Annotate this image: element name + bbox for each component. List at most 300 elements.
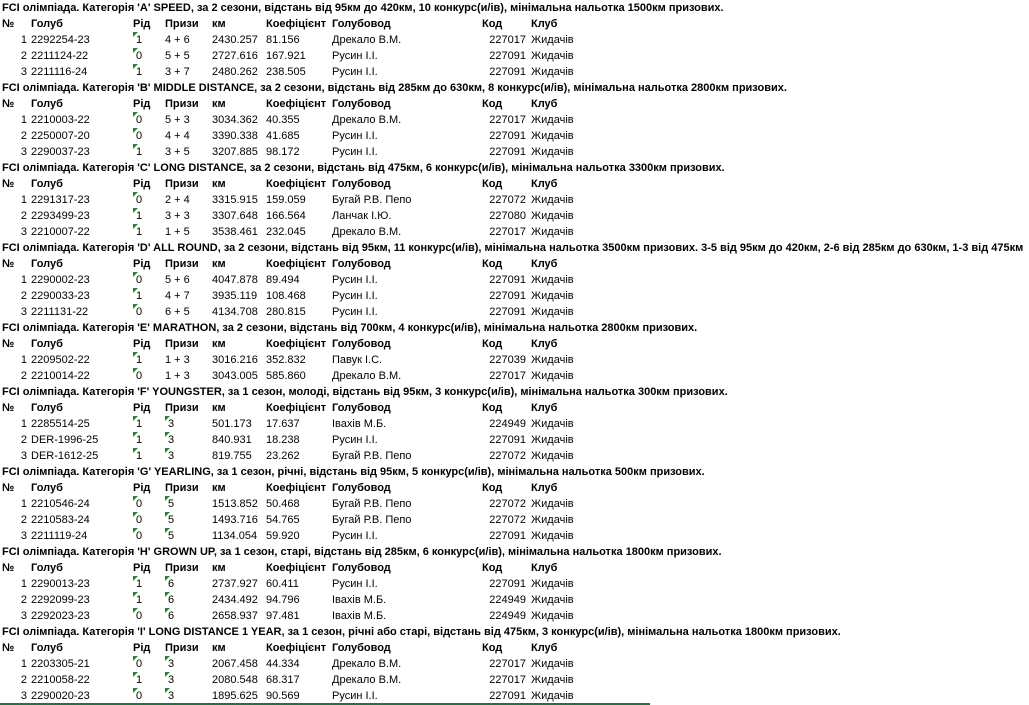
cell-handler[interactable]: Дрекало В.М. <box>332 34 402 46</box>
header-cell-rid[interactable]: Рід <box>133 402 151 414</box>
table-header-row[interactable] <box>0 400 1029 416</box>
cell-handler[interactable]: Бугай Р.В. Пепо <box>332 498 412 510</box>
header-cell-coef[interactable]: Коефіцієнт <box>266 402 327 414</box>
cell-coef[interactable]: 68.317 <box>266 674 300 686</box>
cell-rid[interactable] <box>133 368 161 384</box>
cell-coef[interactable]: 352.832 <box>266 354 306 366</box>
cell-code[interactable]: 227017 <box>489 370 526 382</box>
cell-num[interactable]: 3 <box>20 226 27 238</box>
table-header-row[interactable] <box>0 480 1029 496</box>
cell-prizes[interactable] <box>165 608 209 624</box>
cell-coef[interactable]: 159.059 <box>266 194 306 206</box>
cell-rid[interactable] <box>133 528 161 544</box>
cell-club[interactable]: Жидачів <box>531 658 574 670</box>
cell-pigeon[interactable]: 2285514-25 <box>31 418 90 430</box>
header-cell-km[interactable]: км <box>212 402 226 414</box>
table-row[interactable] <box>0 512 1029 528</box>
table-row[interactable] <box>0 592 1029 608</box>
header-cell-num[interactable]: № <box>2 402 15 414</box>
header-cell-club[interactable]: Клуб <box>531 482 558 494</box>
cell-km[interactable]: 4134.708 <box>212 306 258 318</box>
cell-rid[interactable] <box>133 32 161 48</box>
cell-rid[interactable] <box>133 672 161 688</box>
cell-km[interactable]: 501.173 <box>212 418 252 430</box>
header-cell-coef[interactable]: Коефіцієнт <box>266 562 327 574</box>
cell-pigeon[interactable]: 2290020-23 <box>31 690 90 702</box>
header-cell-rid[interactable]: Рід <box>133 178 151 190</box>
header-cell-coef[interactable]: Коефіцієнт <box>266 98 327 110</box>
cell-pigeon[interactable]: 2290037-23 <box>31 146 90 158</box>
cell-coef[interactable]: 40.355 <box>266 114 300 126</box>
table-row[interactable] <box>0 272 1029 288</box>
cell-km[interactable]: 4047.878 <box>212 274 258 286</box>
cell-num[interactable]: 1 <box>20 274 27 286</box>
cell-km[interactable]: 2080.548 <box>212 674 258 686</box>
cell-num[interactable]: 2 <box>20 370 27 382</box>
table-row[interactable] <box>0 608 1029 624</box>
cell-club[interactable]: Жидачів <box>531 50 574 62</box>
cell-rid[interactable] <box>133 416 161 432</box>
cell-handler[interactable]: Дрекало В.М. <box>332 674 402 686</box>
cell-pigeon[interactable]: 2209502-22 <box>31 354 90 366</box>
header-cell-rid[interactable]: Рід <box>133 98 151 110</box>
cell-coef[interactable]: 94.796 <box>266 594 300 606</box>
header-cell-rid[interactable]: Рід <box>133 562 151 574</box>
cell-pigeon[interactable]: 2211116-24 <box>31 66 88 78</box>
cell-code[interactable]: 227091 <box>489 578 526 590</box>
header-cell-prizes[interactable]: Призи <box>165 482 199 494</box>
cell-handler[interactable]: Івахів М.Б. <box>332 610 387 622</box>
header-cell-km[interactable]: км <box>212 178 226 190</box>
cell-rid[interactable] <box>133 192 161 208</box>
cell-num[interactable]: 2 <box>20 434 27 446</box>
section-title-row[interactable] <box>0 464 1029 480</box>
cell-prizes[interactable]: 3 + 3 <box>165 210 190 222</box>
header-cell-num[interactable]: № <box>2 258 15 270</box>
header-cell-handler[interactable]: Голубовод <box>332 258 391 270</box>
table-row[interactable] <box>0 112 1029 128</box>
table-row[interactable] <box>0 688 1029 704</box>
header-cell-km[interactable]: км <box>212 258 226 270</box>
cell-handler[interactable]: Бугай Р.В. Пепо <box>332 450 412 462</box>
cell-coef[interactable]: 167.921 <box>266 50 306 62</box>
cell-code[interactable]: 227072 <box>489 514 526 526</box>
cell-coef[interactable]: 108.468 <box>266 290 306 302</box>
cell-prizes[interactable]: 1 + 3 <box>165 370 190 382</box>
header-cell-code[interactable]: Код <box>482 642 503 654</box>
cell-club[interactable]: Жидачів <box>531 530 574 542</box>
header-cell-km[interactable]: км <box>212 482 226 494</box>
cell-prizes[interactable]: 4 + 4 <box>165 130 190 142</box>
cell-rid[interactable] <box>133 432 161 448</box>
cell-handler[interactable]: Русин І.І. <box>332 290 378 302</box>
table-header-row[interactable] <box>0 96 1029 112</box>
cell-km[interactable]: 2430.257 <box>212 34 258 46</box>
cell-prizes[interactable] <box>165 528 209 544</box>
cell-pigeon[interactable]: 2250007-20 <box>31 130 90 142</box>
header-cell-pigeon[interactable]: Голуб <box>31 482 63 494</box>
section-title-row[interactable] <box>0 320 1029 336</box>
cell-prizes[interactable] <box>165 448 209 464</box>
cell-club[interactable]: Жидачів <box>531 130 574 142</box>
header-cell-num[interactable]: № <box>2 338 15 350</box>
cell-code[interactable]: 227017 <box>489 114 526 126</box>
header-cell-club[interactable]: Клуб <box>531 338 558 350</box>
cell-km[interactable]: 3315.915 <box>212 194 258 206</box>
cell-code[interactable]: 227091 <box>489 306 526 318</box>
table-row[interactable] <box>0 32 1029 48</box>
cell-rid[interactable] <box>133 512 161 528</box>
cell-code[interactable]: 227017 <box>489 674 526 686</box>
cell-rid[interactable] <box>133 64 161 80</box>
cell-coef[interactable]: 98.172 <box>266 146 300 158</box>
section-title-row[interactable] <box>0 0 1029 16</box>
cell-pigeon[interactable]: 2290033-23 <box>31 290 90 302</box>
cell-club[interactable]: Жидачів <box>531 610 574 622</box>
cell-rid[interactable] <box>133 144 161 160</box>
header-cell-km[interactable]: км <box>212 642 226 654</box>
cell-club[interactable]: Жидачів <box>531 370 574 382</box>
cell-pigeon[interactable]: 2292099-23 <box>31 594 90 606</box>
header-cell-prizes[interactable]: Призи <box>165 642 199 654</box>
table-header-row[interactable] <box>0 176 1029 192</box>
cell-km[interactable]: 3935.119 <box>212 290 258 302</box>
cell-prizes[interactable] <box>165 512 209 528</box>
cell-pigeon[interactable]: 2211119-24 <box>31 530 88 542</box>
header-cell-handler[interactable]: Голубовод <box>332 642 391 654</box>
header-cell-handler[interactable]: Голубовод <box>332 178 391 190</box>
cell-prizes[interactable]: 2 + 4 <box>165 194 190 206</box>
header-cell-rid[interactable]: Рід <box>133 338 151 350</box>
cell-club[interactable]: Жидачів <box>531 34 574 46</box>
cell-handler[interactable]: Дрекало В.М. <box>332 370 402 382</box>
cell-prizes[interactable]: 4 + 7 <box>165 290 190 302</box>
cell-rid[interactable] <box>133 352 161 368</box>
cell-pigeon[interactable]: DER-1996-25 <box>31 434 99 446</box>
header-cell-rid[interactable]: Рід <box>133 18 151 30</box>
cell-club[interactable]: Жидачів <box>531 578 574 590</box>
header-cell-num[interactable]: № <box>2 98 15 110</box>
cell-num[interactable]: 3 <box>20 530 27 542</box>
header-cell-club[interactable]: Клуб <box>531 402 558 414</box>
cell-club[interactable]: Жидачів <box>531 226 574 238</box>
cell-prizes[interactable] <box>165 592 209 608</box>
cell-handler[interactable]: Русин І.І. <box>332 66 378 78</box>
cell-prizes[interactable] <box>165 672 209 688</box>
cell-pigeon[interactable]: 2211124-22 <box>31 50 89 62</box>
cell-prizes[interactable] <box>165 656 209 672</box>
cell-coef[interactable]: 232.045 <box>266 226 306 238</box>
cell-code[interactable]: 227091 <box>489 130 526 142</box>
cell-handler[interactable]: Івахів М.Б. <box>332 418 387 430</box>
header-cell-num[interactable]: № <box>2 482 15 494</box>
header-cell-num[interactable]: № <box>2 642 15 654</box>
header-cell-handler[interactable]: Голубовод <box>332 402 391 414</box>
table-row[interactable] <box>0 528 1029 544</box>
cell-handler[interactable]: Павук І.С. <box>332 354 383 366</box>
header-cell-pigeon[interactable]: Голуб <box>31 562 63 574</box>
table-header-row[interactable] <box>0 336 1029 352</box>
table-header-row[interactable] <box>0 16 1029 32</box>
table-row[interactable] <box>0 288 1029 304</box>
table-row[interactable] <box>0 576 1029 592</box>
header-cell-pigeon[interactable]: Голуб <box>31 338 63 350</box>
cell-coef[interactable]: 23.262 <box>266 450 300 462</box>
header-cell-prizes[interactable]: Призи <box>165 98 199 110</box>
cell-club[interactable]: Жидачів <box>531 274 574 286</box>
cell-handler[interactable]: Дрекало В.М. <box>332 226 402 238</box>
cell-prizes[interactable]: 3 + 5 <box>165 146 190 158</box>
cell-code[interactable]: 227072 <box>489 194 526 206</box>
header-cell-km[interactable]: км <box>212 562 226 574</box>
header-cell-club[interactable]: Клуб <box>531 178 558 190</box>
header-cell-club[interactable]: Клуб <box>531 258 558 270</box>
header-cell-num[interactable]: № <box>2 18 15 30</box>
cell-km[interactable]: 3043.005 <box>212 370 258 382</box>
header-cell-pigeon[interactable]: Голуб <box>31 18 63 30</box>
cell-club[interactable]: Жидачів <box>531 146 574 158</box>
cell-code[interactable]: 227017 <box>489 658 526 670</box>
cell-num[interactable]: 1 <box>20 34 27 46</box>
cell-km[interactable]: 3390.338 <box>212 130 258 142</box>
cell-handler[interactable]: Русин І.І. <box>332 130 378 142</box>
header-cell-code[interactable]: Код <box>482 18 503 30</box>
cell-coef[interactable]: 50.468 <box>266 498 300 510</box>
table-row[interactable] <box>0 224 1029 240</box>
cell-pigeon[interactable]: 2291317-23 <box>31 194 90 206</box>
cell-coef[interactable]: 18.238 <box>266 434 300 446</box>
cell-club[interactable]: Жидачів <box>531 194 574 206</box>
cell-km[interactable]: 2067.458 <box>212 658 258 670</box>
cell-km[interactable]: 2434.492 <box>212 594 258 606</box>
cell-code[interactable]: 227091 <box>489 690 526 702</box>
cell-rid[interactable] <box>133 608 161 624</box>
cell-club[interactable]: Жидачів <box>531 114 574 126</box>
cell-pigeon[interactable]: 2211131-22 <box>31 306 89 318</box>
header-cell-prizes[interactable]: Призи <box>165 18 199 30</box>
cell-handler[interactable]: Бугай Р.В. Пепо <box>332 514 412 526</box>
section-title-row[interactable] <box>0 80 1029 96</box>
cell-km[interactable]: 3207.885 <box>212 146 258 158</box>
cell-prizes[interactable] <box>165 496 209 512</box>
cell-pigeon[interactable]: 2210003-22 <box>31 114 90 126</box>
cell-num[interactable]: 2 <box>20 514 27 526</box>
cell-rid[interactable] <box>133 592 161 608</box>
cell-num[interactable]: 2 <box>20 130 27 142</box>
cell-handler[interactable]: Дрекало В.М. <box>332 114 402 126</box>
header-cell-handler[interactable]: Голубовод <box>332 98 391 110</box>
header-cell-prizes[interactable]: Призи <box>165 178 199 190</box>
cell-rid[interactable] <box>133 656 161 672</box>
header-cell-km[interactable]: км <box>212 98 226 110</box>
cell-handler[interactable]: Русин І.І. <box>332 578 378 590</box>
table-row[interactable] <box>0 368 1029 384</box>
cell-pigeon[interactable]: 2210546-24 <box>31 498 90 510</box>
cell-coef[interactable]: 97.481 <box>266 610 300 622</box>
cell-handler[interactable]: Русин І.І. <box>332 306 378 318</box>
header-cell-pigeon[interactable]: Голуб <box>31 178 63 190</box>
cell-handler[interactable]: Русин І.І. <box>332 434 378 446</box>
cell-rid[interactable] <box>133 576 161 592</box>
cell-code[interactable]: 227091 <box>489 434 526 446</box>
cell-prizes[interactable] <box>165 432 209 448</box>
header-cell-handler[interactable]: Голубовод <box>332 18 391 30</box>
cell-handler[interactable]: Русин І.І. <box>332 146 378 158</box>
cell-handler[interactable]: Ланчак І.Ю. <box>332 210 392 222</box>
cell-coef[interactable]: 41.685 <box>266 130 300 142</box>
header-cell-coef[interactable]: Коефіцієнт <box>266 258 327 270</box>
header-cell-code[interactable]: Код <box>482 178 503 190</box>
cell-km[interactable]: 3034.362 <box>212 114 258 126</box>
header-cell-coef[interactable]: Коефіцієнт <box>266 642 327 654</box>
table-row[interactable] <box>0 416 1029 432</box>
header-cell-code[interactable]: Код <box>482 562 503 574</box>
cell-club[interactable]: Жидачів <box>531 450 574 462</box>
table-row[interactable] <box>0 64 1029 80</box>
cell-km[interactable]: 1134.054 <box>212 530 258 542</box>
cell-km[interactable]: 819.755 <box>212 450 252 462</box>
cell-km[interactable]: 1493.716 <box>212 514 258 526</box>
cell-rid[interactable] <box>133 48 161 64</box>
cell-handler[interactable]: Русин І.І. <box>332 274 378 286</box>
cell-km[interactable]: 3538.461 <box>212 226 258 238</box>
cell-handler[interactable]: Русин І.І. <box>332 50 378 62</box>
table-header-row[interactable] <box>0 560 1029 576</box>
cell-coef[interactable]: 17.637 <box>266 418 300 430</box>
table-row[interactable] <box>0 352 1029 368</box>
cell-coef[interactable]: 54.765 <box>266 514 300 526</box>
cell-club[interactable]: Жидачів <box>531 514 574 526</box>
cell-coef[interactable]: 81.156 <box>266 34 300 46</box>
header-cell-handler[interactable]: Голубовод <box>332 482 391 494</box>
cell-code[interactable]: 227017 <box>489 34 526 46</box>
cell-code[interactable]: 227080 <box>489 210 526 222</box>
cell-club[interactable]: Жидачів <box>531 418 574 430</box>
cell-prizes[interactable]: 6 + 5 <box>165 306 190 318</box>
cell-num[interactable]: 1 <box>20 498 27 510</box>
table-row[interactable] <box>0 672 1029 688</box>
cell-club[interactable]: Жидачів <box>531 66 574 78</box>
header-cell-club[interactable]: Клуб <box>531 642 558 654</box>
header-cell-club[interactable]: Клуб <box>531 562 558 574</box>
cell-rid[interactable] <box>133 288 161 304</box>
header-cell-code[interactable]: Код <box>482 402 503 414</box>
cell-handler[interactable]: Русин І.І. <box>332 690 378 702</box>
cell-km[interactable]: 2658.937 <box>212 610 258 622</box>
cell-km[interactable]: 2727.616 <box>212 50 258 62</box>
cell-km[interactable]: 1513.852 <box>212 498 258 510</box>
header-cell-pigeon[interactable]: Голуб <box>31 98 63 110</box>
cell-pigeon[interactable]: 2210583-24 <box>31 514 90 526</box>
cell-coef[interactable]: 280.815 <box>266 306 306 318</box>
table-row[interactable] <box>0 208 1029 224</box>
header-cell-club[interactable]: Клуб <box>531 98 558 110</box>
cell-coef[interactable]: 166.564 <box>266 210 306 222</box>
cell-num[interactable]: 2 <box>20 50 27 62</box>
header-cell-rid[interactable]: Рід <box>133 258 151 270</box>
cell-km[interactable]: 3307.648 <box>212 210 258 222</box>
cell-club[interactable]: Жидачів <box>531 354 574 366</box>
table-row[interactable] <box>0 48 1029 64</box>
cell-num[interactable]: 3 <box>20 66 27 78</box>
section-title-row[interactable] <box>0 384 1029 400</box>
header-cell-pigeon[interactable]: Голуб <box>31 642 63 654</box>
cell-handler[interactable]: Дрекало В.М. <box>332 658 402 670</box>
header-cell-rid[interactable]: Рід <box>133 642 151 654</box>
cell-num[interactable]: 2 <box>20 290 27 302</box>
table-row[interactable] <box>0 128 1029 144</box>
header-cell-prizes[interactable]: Призи <box>165 562 199 574</box>
cell-coef[interactable]: 238.505 <box>266 66 306 78</box>
table-row[interactable] <box>0 448 1029 464</box>
cell-code[interactable]: 227072 <box>489 450 526 462</box>
cell-code[interactable]: 227072 <box>489 498 526 510</box>
cell-rid[interactable] <box>133 304 161 320</box>
table-row[interactable] <box>0 656 1029 672</box>
cell-pigeon[interactable]: 2210058-22 <box>31 674 90 686</box>
cell-rid[interactable] <box>133 496 161 512</box>
header-cell-km[interactable]: км <box>212 18 226 30</box>
cell-club[interactable]: Жидачів <box>531 210 574 222</box>
header-cell-prizes[interactable]: Призи <box>165 258 199 270</box>
header-cell-code[interactable]: Код <box>482 338 503 350</box>
cell-num[interactable]: 2 <box>20 594 27 606</box>
cell-pigeon[interactable]: DER-1612-25 <box>31 450 99 462</box>
cell-coef[interactable]: 90.569 <box>266 690 300 702</box>
cell-rid[interactable] <box>133 272 161 288</box>
header-cell-coef[interactable]: Коефіцієнт <box>266 18 327 30</box>
cell-code[interactable]: 227091 <box>489 530 526 542</box>
cell-prizes[interactable]: 5 + 6 <box>165 274 190 286</box>
cell-pigeon[interactable]: 2290002-23 <box>31 274 90 286</box>
header-cell-code[interactable]: Код <box>482 482 503 494</box>
table-row[interactable] <box>0 496 1029 512</box>
header-cell-handler[interactable]: Голубовод <box>332 562 391 574</box>
cell-pigeon[interactable]: 2210007-22 <box>31 226 90 238</box>
cell-prizes[interactable] <box>165 576 209 592</box>
header-cell-code[interactable]: Код <box>482 98 503 110</box>
cell-coef[interactable]: 60.411 <box>266 578 299 590</box>
cell-handler[interactable]: Русин І.І. <box>332 530 378 542</box>
cell-club[interactable]: Жидачів <box>531 690 574 702</box>
header-cell-pigeon[interactable]: Голуб <box>31 258 63 270</box>
header-cell-rid[interactable]: Рід <box>133 482 151 494</box>
cell-prizes[interactable]: 1 + 5 <box>165 226 190 238</box>
cell-num[interactable]: 1 <box>20 418 27 430</box>
cell-num[interactable]: 3 <box>20 610 27 622</box>
cell-km[interactable]: 3016.216 <box>212 354 258 366</box>
cell-club[interactable]: Жидачів <box>531 290 574 302</box>
cell-code[interactable]: 227017 <box>489 226 526 238</box>
cell-prizes[interactable]: 5 + 5 <box>165 50 190 62</box>
cell-rid[interactable] <box>133 112 161 128</box>
header-cell-prizes[interactable]: Призи <box>165 338 199 350</box>
cell-num[interactable]: 2 <box>20 674 27 686</box>
table-header-row[interactable] <box>0 640 1029 656</box>
table-row[interactable] <box>0 192 1029 208</box>
section-title-row[interactable] <box>0 160 1029 176</box>
header-cell-num[interactable]: № <box>2 562 15 574</box>
table-row[interactable] <box>0 432 1029 448</box>
cell-num[interactable]: 1 <box>20 578 27 590</box>
cell-club[interactable]: Жидачів <box>531 434 574 446</box>
cell-handler[interactable]: Івахів М.Б. <box>332 594 387 606</box>
cell-handler[interactable]: Бугай Р.В. Пепо <box>332 194 412 206</box>
header-cell-pigeon[interactable]: Голуб <box>31 402 63 414</box>
cell-coef[interactable]: 89.494 <box>266 274 300 286</box>
cell-prizes[interactable] <box>165 688 209 704</box>
cell-num[interactable]: 2 <box>20 210 27 222</box>
